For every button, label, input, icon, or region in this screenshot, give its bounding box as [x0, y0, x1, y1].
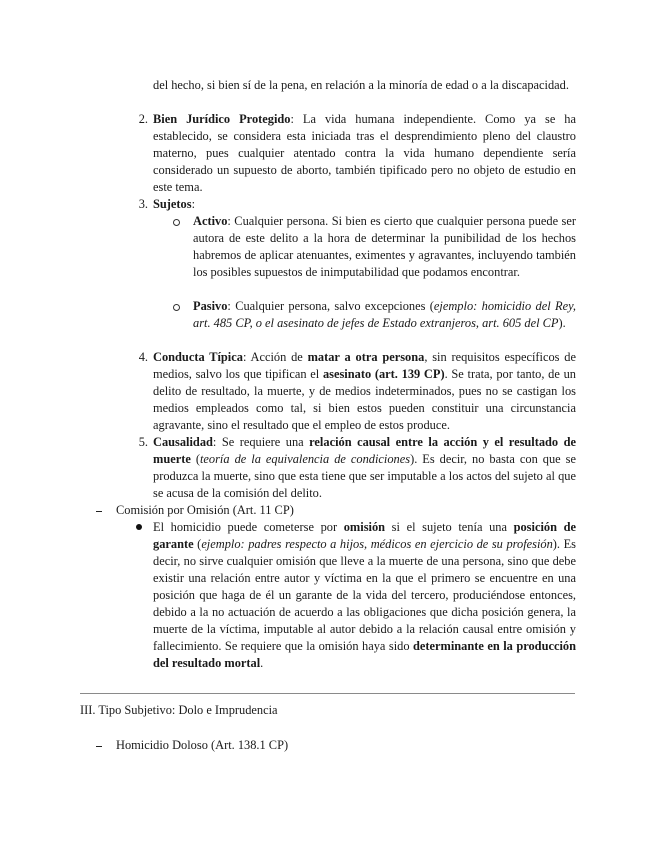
list-number-3: 3.: [138, 197, 148, 211]
omision-heading: Comisión por Omisión (Art. 11 CP): [116, 503, 294, 517]
term-pasivo: Pasivo: [193, 299, 228, 313]
sub-item-activo: Activo: Cualquier persona. Si bien es cierto que cualquier persona puede ser autora de este delito a la hora de determinar la punibilidad de los hechos habremos de aplicar atenuantes, eximentes y agravantes, incluyendo también los posibles supuestos de inimputabilidad que podamos encontrar.: [193, 214, 576, 279]
list-item-sujetos: Sujetos:: [153, 197, 196, 211]
term-activo: Activo: [193, 214, 228, 228]
homicidio-doloso-heading: Homicidio Doloso (Art. 138.1 CP): [116, 738, 289, 752]
term-conducta-tipica: Conducta Típica: [153, 350, 243, 364]
term-sujetos: Sujetos: [153, 197, 192, 211]
dash-bullet-icon: [96, 746, 102, 747]
horizontal-divider: [80, 693, 575, 694]
paragraph-text: del hecho, si bien sí de la pena, en relación a la minoría de edad o a la discapacidad.: [153, 78, 569, 92]
term-bien-juridico: Bien Jurídico Protegido: [153, 112, 291, 126]
hollow-bullet-icon: [173, 304, 180, 311]
dash-bullet-icon: [96, 511, 102, 512]
filled-bullet-icon: [136, 524, 142, 530]
list-item-conducta-tipica: Conducta Típica: Acción de matar a otra persona, sin requisitos específicos de medios, salvo los que tipifican el asesinato (art. 139 CP). Se trata, por tanto, de un delito de resultado, la muerte, y de medios indeterminados, pues no se castigan los medios empleados como tal, si bien estos pueden constituir una circunstancia agravante, sino el resultado que el empleo de estos produce.: [153, 350, 576, 432]
omision-paragraph: El homicidio puede cometerse por omisión si el sujeto tenía una posición de garante (ejemplo: padres respecto a hijos, médicos en ejercicio de su profesión). Es decir, no sirve cualquier omisión que lleve a la muerte de una persona, sino que debe existir una relación entre autor y víctima en la que el primero se encuentre en una posición que haga de él un garante de la vida del tercero, produciéndose entonces, debido a la no actuación de acuerdo a las obligaciones que dicha posición genera, la muerte de la víctima, imputable al autor debido a la relación causal entre omisión y fallecimiento. Se requiere que la omisión haya sido determinante en la producción del resultado mortal.: [153, 520, 576, 670]
list-number-4: 4.: [138, 350, 148, 364]
section-heading: III. Tipo Subjetivo: Dolo e Imprudencia: [80, 703, 278, 717]
sub-item-pasivo: Pasivo: Cualquier persona, salvo excepciones (ejemplo: homicidio del Rey, art. 485 CP, o el asesinato de jefes de Estado extranjeros, art. 605 del CP).: [193, 299, 576, 330]
list-item-causalidad: Causalidad: Se requiere una relación causal entre la acción y el resultado de muerte (teoría de la equivalencia de condiciones). Es decir, no basta con que se produzca la muerte, sino que esta tiene que ser imputable a los actos del sujeto al que se acusa de la comisión del delito.: [153, 435, 576, 500]
term-causalidad: Causalidad: [153, 435, 213, 449]
list-number-5: 5.: [138, 435, 148, 449]
list-item-bien-juridico: Bien Jurídico Protegido: La vida humana independiente. Como ya se ha establecido, se considera esta iniciada tras el desprendimiento pleno del claustro materno, pues cualquier atentado contra la vida humano dependiente sería considerado un supuesto de aborto, también tipificado pero no objeto de estudio en este tema.: [153, 112, 576, 194]
continuation-paragraph: [153, 77, 576, 94]
list-number-2: 2.: [138, 112, 148, 126]
hollow-bullet-icon: [173, 219, 180, 226]
example-italic: ejemplo: homicidio del Rey, art. 485 CP, o el asesinato de jefes de Estado extranjeros, art. 605 del CP: [193, 299, 576, 330]
